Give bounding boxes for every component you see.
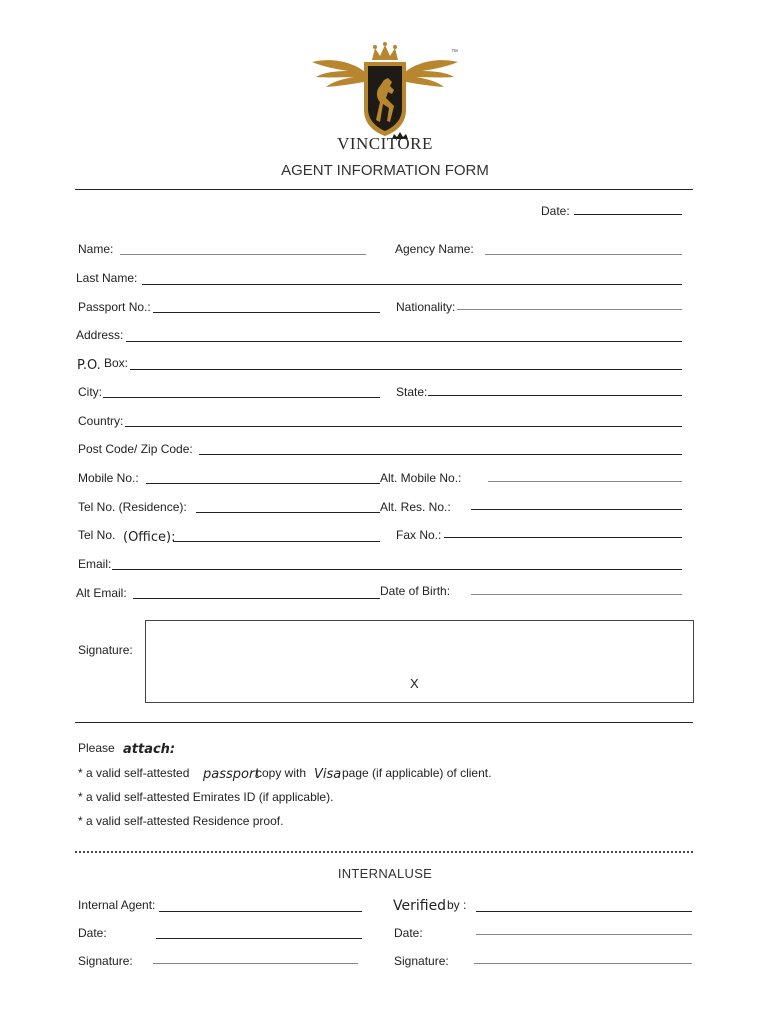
- internal-agent-label: Internal Agent:: [78, 898, 156, 912]
- agency-name-field[interactable]: [485, 254, 682, 255]
- trademark-symbol: ™: [451, 49, 458, 56]
- internal-date-field-right[interactable]: [476, 934, 692, 935]
- passport-no-field[interactable]: [153, 312, 380, 313]
- signature-divider: [75, 722, 693, 723]
- verified-by-label: by :: [447, 898, 467, 912]
- po-label: P.O.: [77, 358, 101, 373]
- country-field[interactable]: [125, 426, 682, 427]
- internal-signature-field-right[interactable]: [474, 963, 692, 964]
- last-name-label: Last Name:: [76, 271, 138, 285]
- email-field[interactable]: [112, 569, 682, 570]
- internal-use-title: INTERNALUSE: [337, 866, 433, 881]
- tel-office-label: Tel No.: [78, 528, 116, 542]
- verified-label: Verified: [393, 898, 447, 914]
- alt-res-no-field[interactable]: [471, 509, 682, 510]
- name-label: Name:: [78, 242, 114, 256]
- fax-no-field[interactable]: [444, 537, 682, 538]
- please-label: Please: [78, 741, 115, 755]
- address-field[interactable]: [126, 341, 682, 342]
- internal-date-field-left[interactable]: [156, 938, 362, 939]
- internal-date-label-left: Date:: [78, 926, 107, 940]
- alt-mobile-no-field[interactable]: [488, 481, 682, 482]
- alt-email-label: Alt Email:: [76, 586, 127, 600]
- internal-signature-label-left: Signature:: [78, 954, 133, 968]
- last-name-field[interactable]: [142, 284, 682, 285]
- tel-office-emph: (Office):: [123, 530, 176, 545]
- alt-email-field[interactable]: [133, 598, 380, 599]
- internal-signature-label-right: Signature:: [394, 954, 449, 968]
- internal-signature-field-left[interactable]: [153, 963, 358, 964]
- tel-residence-label: Tel No. (Residence):: [78, 500, 187, 514]
- city-label: City:: [78, 385, 102, 399]
- agency-name-label: Agency Name:: [395, 242, 474, 256]
- internal-agent-field[interactable]: [159, 911, 362, 912]
- attach-label: attach:: [123, 742, 176, 757]
- attach-item-1-passport: passport: [203, 767, 260, 782]
- attach-item-1-b: copy with: [256, 766, 307, 780]
- brand-name: VINCITORE: [337, 134, 433, 153]
- post-code-label: Post Code/ Zip Code:: [78, 442, 193, 456]
- date-of-birth-field[interactable]: [471, 594, 682, 595]
- form-title: AGENT INFORMATION FORM: [281, 162, 489, 179]
- date-field[interactable]: [574, 214, 682, 215]
- country-label: Country:: [78, 414, 124, 428]
- passport-no-label: Passport No.:: [78, 300, 151, 314]
- attach-item-1-c: page (if applicable) of client.: [342, 766, 492, 780]
- nationality-label: Nationality:: [396, 300, 456, 314]
- name-field[interactable]: [120, 254, 366, 255]
- attach-item-3: * a valid self-attested Residence proof.: [78, 814, 284, 828]
- mobile-no-field[interactable]: [146, 483, 380, 484]
- attach-item-1-visa: Visa: [314, 767, 342, 782]
- verified-by-field[interactable]: [476, 911, 692, 912]
- internal-use-divider: [75, 851, 693, 853]
- tel-office-field[interactable]: [173, 541, 380, 542]
- attach-item-1-a: * a valid self-attested: [78, 766, 190, 780]
- signature-x-mark: X: [410, 676, 419, 691]
- signature-box[interactable]: [145, 620, 694, 703]
- date-label: Date:: [541, 204, 570, 218]
- city-field[interactable]: [103, 397, 380, 398]
- state-field[interactable]: [428, 395, 682, 396]
- internal-date-label-right: Date:: [394, 926, 423, 940]
- alt-res-no-label: Alt. Res. No.:: [380, 500, 451, 514]
- po-box-label: Box:: [104, 356, 129, 370]
- alt-mobile-no-label: Alt. Mobile No.:: [380, 471, 462, 485]
- post-code-field[interactable]: [199, 454, 682, 455]
- attach-item-2: * a valid self-attested Emirates ID (if applicable).: [78, 790, 334, 804]
- nationality-field[interactable]: [457, 309, 682, 310]
- tel-residence-field[interactable]: [196, 512, 380, 513]
- po-box-field[interactable]: [130, 369, 682, 370]
- address-label: Address:: [76, 328, 124, 342]
- signature-label: Signature:: [78, 643, 133, 657]
- email-label: Email:: [78, 557, 112, 571]
- mobile-no-label: Mobile No.:: [78, 471, 139, 485]
- state-label: State:: [396, 385, 428, 399]
- header-divider: [75, 189, 693, 190]
- fax-no-label: Fax No.:: [396, 528, 442, 542]
- date-of-birth-label: Date of Birth:: [380, 584, 451, 598]
